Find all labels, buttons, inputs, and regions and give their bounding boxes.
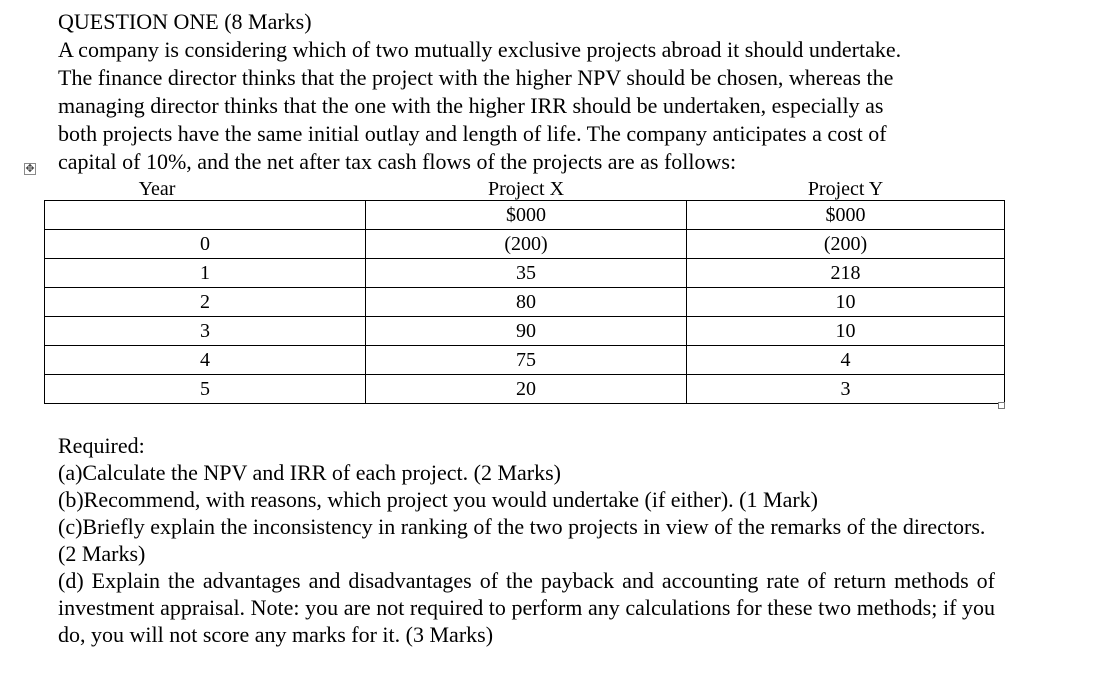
intro-line: both projects have the same initial outlay and length of life. The company anticipates a cost of [58,121,887,146]
table-resize-handle-icon[interactable] [998,402,1005,409]
intro-line: capital of 10%, and the net after tax cash flows of the projects are as follows: [58,149,737,174]
question-heading: QUESTION ONE (8 Marks) [58,9,312,34]
project-x-cell: (200) [366,230,687,259]
table-header-row [45,175,1005,201]
project-x-cell: 35 [366,259,687,288]
unit-x-cell: $000 [366,201,687,230]
table-row [45,346,1005,375]
project-y-header: Project Y [687,175,1005,201]
units-blank-cell [45,201,366,230]
table-row [45,375,1005,404]
project-x-cell: 20 [366,375,687,404]
year-cell: 0 [45,230,366,259]
project-y-cell: 4 [687,346,1005,375]
project-x-header: Project X [366,175,687,201]
table-units-row [45,201,1005,230]
required-title: Required: [58,433,145,458]
table-row [45,317,1005,346]
project-y-cell: 10 [687,288,1005,317]
required-item-a: (a)Calculate the NPV and IRR of each project. (2 Marks) [58,460,561,485]
question-intro [58,36,995,176]
table-row [45,259,1005,288]
required-item-d: (d) Explain the advantages and disadvantages of the payback and accounting rate of return methods of investment appraisal. Note: you are not required to perform any calculations for these two methods; if you do, you will not score any marks for it. (3 Marks) [58,568,995,647]
table-row [45,230,1005,259]
year-cell: 3 [45,317,366,346]
year-cell: 2 [45,288,366,317]
year-cell: 4 [45,346,366,375]
cash-flow-table [44,175,1005,404]
intro-line: The finance director thinks that the project with the higher NPV should be chosen, whereas the [58,65,894,90]
required-section [58,432,995,648]
unit-y-cell: $000 [687,201,1005,230]
project-x-cell: 75 [366,346,687,375]
project-y-cell: 10 [687,317,1005,346]
year-cell: 5 [45,375,366,404]
intro-line: managing director thinks that the one with the higher IRR should be undertaken, especially as [58,93,884,118]
year-header: Year [45,175,366,201]
project-x-cell: 80 [366,288,687,317]
project-x-cell: 90 [366,317,687,346]
table-move-handle-icon[interactable]: ✥ [25,162,35,175]
required-item-c: (c)Briefly explain the inconsistency in ranking of the two projects in view of the remarks of the directors. (2 Marks) [58,514,986,566]
year-cell: 1 [45,259,366,288]
required-item-b: (b)Recommend, with reasons, which project you would undertake (if either). (1 Mark) [58,487,818,512]
intro-line: A company is considering which of two mutually exclusive projects abroad it should undertake. [58,37,902,62]
table-row [45,288,1005,317]
project-y-cell: (200) [687,230,1005,259]
project-y-cell: 3 [687,375,1005,404]
project-y-cell: 218 [687,259,1005,288]
